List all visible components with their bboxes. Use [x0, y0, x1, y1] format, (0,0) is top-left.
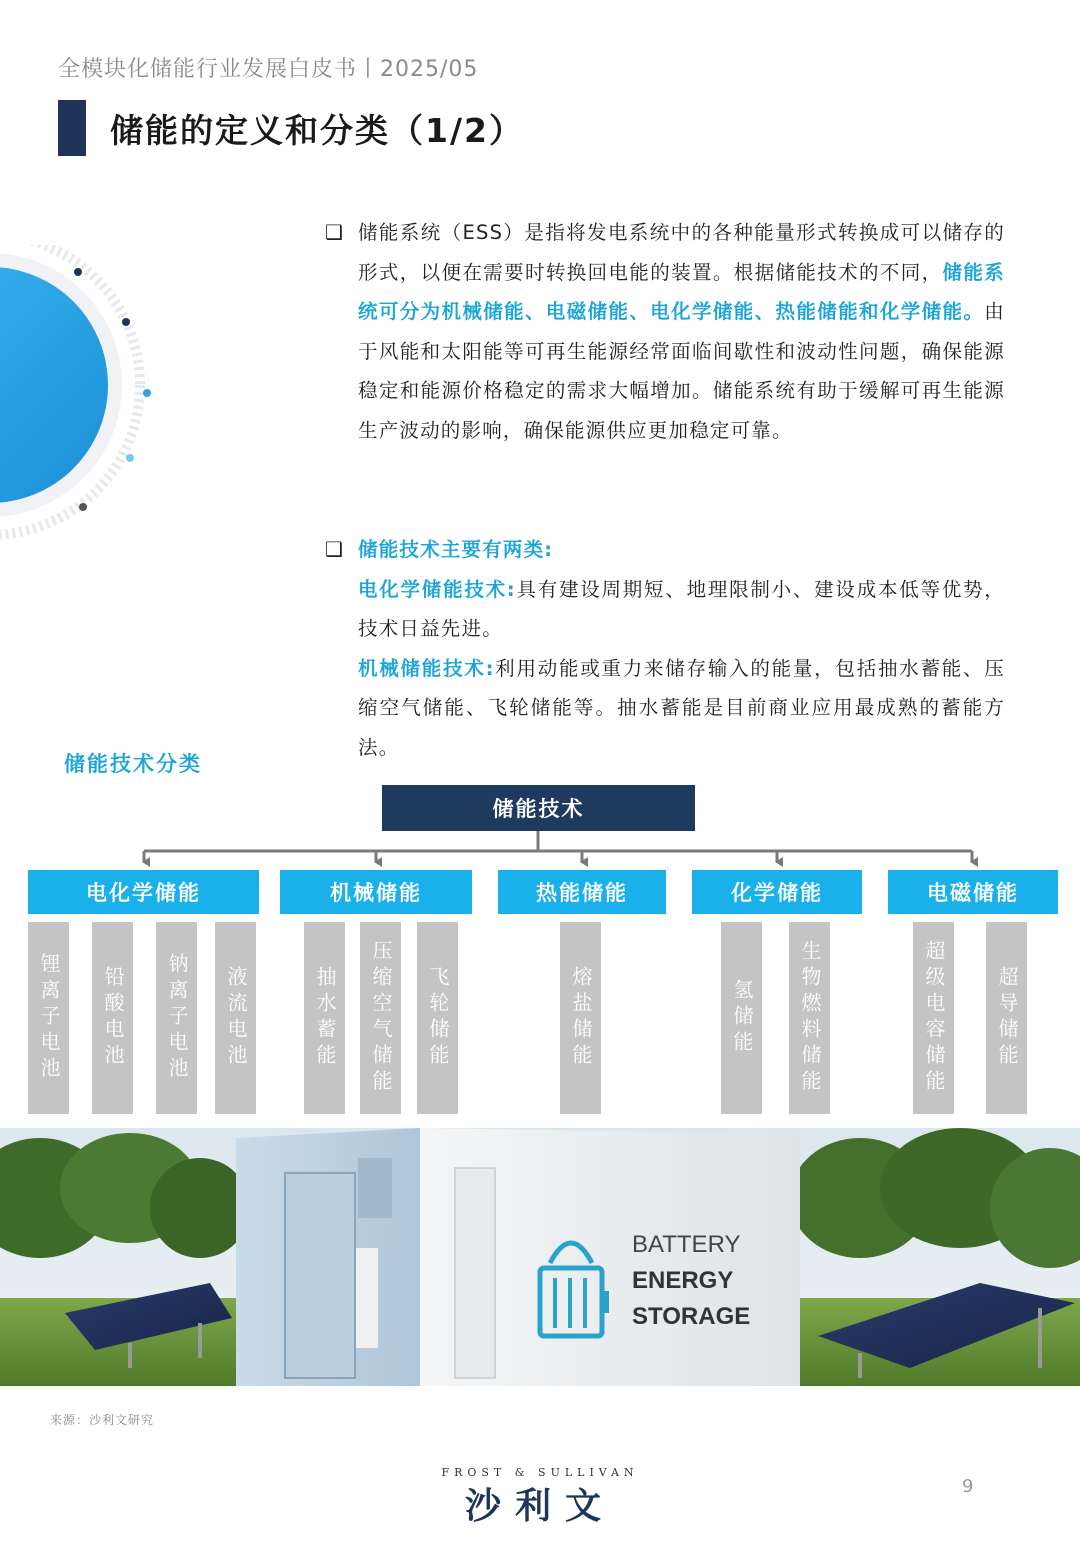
leaf-molten-salt: 熔盐储能	[560, 922, 601, 1114]
definition-text-a: 储能系统（ESS）是指将发电系统中的各种能量形式转换成可以储存的形式，以便在需要时转换回电能的装置。根据储能技术的不同，	[358, 221, 1005, 284]
leaf-compressed-air: 压缩空气储能	[360, 922, 401, 1114]
checkbox-bullet-icon: ❑	[325, 537, 345, 561]
leaf-hydrogen: 氢储能	[721, 922, 762, 1114]
definition-highlight: 储能系统可分为机械储能、电磁储能、电化学储能、热能储能和化学储能。	[358, 260, 1005, 323]
leaf-sodium-ion: 钠离子电池	[156, 922, 197, 1114]
leaf-flow-battery: 液流电池	[215, 922, 256, 1114]
battery-storage-photo	[0, 1128, 1080, 1386]
mechanical-label: 机械储能技术:	[358, 656, 495, 680]
electrochemical-item	[358, 570, 1005, 649]
electrochemical-label: 电化学储能技术:	[358, 577, 516, 601]
diagram-section-label: 储能技术分类	[64, 752, 202, 776]
two-categories-heading: 储能技术主要有两类:	[358, 538, 554, 561]
mechanical-text: 利用动能或重力来储存输入的能量，包括抽水蓄能、压缩空气储能、飞轮储能等。抽水蓄能是目前商业应用最成熟的蓄能方法。	[358, 656, 1005, 759]
source-note: 来源：沙利文研究	[50, 1413, 155, 1427]
category-mechanical: 机械储能	[280, 870, 472, 914]
brand-logo-chinese: 沙利文	[464, 1486, 615, 1527]
tree-root-node: 储能技术	[382, 785, 695, 831]
sign-storage: STORAGE	[632, 1303, 751, 1330]
category-chemical: 化学储能	[692, 870, 862, 914]
leaf-lead-acid: 铅酸电池	[92, 922, 133, 1114]
definition-text-b: 由于风能和太阳能等可再生能源经常面临间歇性和波动性问题，确保能源稳定和能源价格稳定的需求大幅增加。储能系统有助于缓解可再生能源生产波动的影响，确保能源供应更加稳定可靠。	[358, 300, 1005, 442]
page-title: 储能的定义和分类（1/2）	[110, 111, 524, 150]
sign-energy: ENERGY	[632, 1267, 734, 1294]
leaf-flywheel: 飞轮储能	[417, 922, 458, 1114]
checkbox-bullet-icon: ❑	[325, 220, 345, 244]
sign-battery: BATTERY	[632, 1231, 741, 1258]
leaf-lithium-ion: 锂离子电池	[28, 922, 69, 1114]
leaf-superconducting: 超导储能	[986, 922, 1027, 1114]
title-accent-bar	[58, 100, 86, 156]
document-header: 全模块化储能行业发展白皮书丨2025/05	[58, 57, 479, 82]
leaf-biofuel: 生物燃料储能	[789, 922, 830, 1114]
electrochemical-text: 具有建设周期短、地理限制小、建设成本低等优势，技术日益先进。	[358, 577, 1005, 640]
brand-logo-english: FROST & SULLIVAN	[441, 1466, 639, 1479]
leaf-pumped-hydro: 抽水蓄能	[304, 922, 345, 1114]
mechanical-item	[358, 649, 1005, 768]
two-categories-paragraph	[325, 530, 1005, 767]
category-electrochemical: 电化学储能	[28, 870, 259, 914]
page-number: 9	[962, 1476, 974, 1497]
category-thermal: 热能储能	[498, 870, 666, 914]
category-electromagnetic: 电磁储能	[888, 870, 1058, 914]
leaf-supercapacitor: 超级电容储能	[913, 922, 954, 1114]
decorative-circle-graphic	[0, 245, 170, 545]
definition-paragraph	[325, 213, 1005, 450]
